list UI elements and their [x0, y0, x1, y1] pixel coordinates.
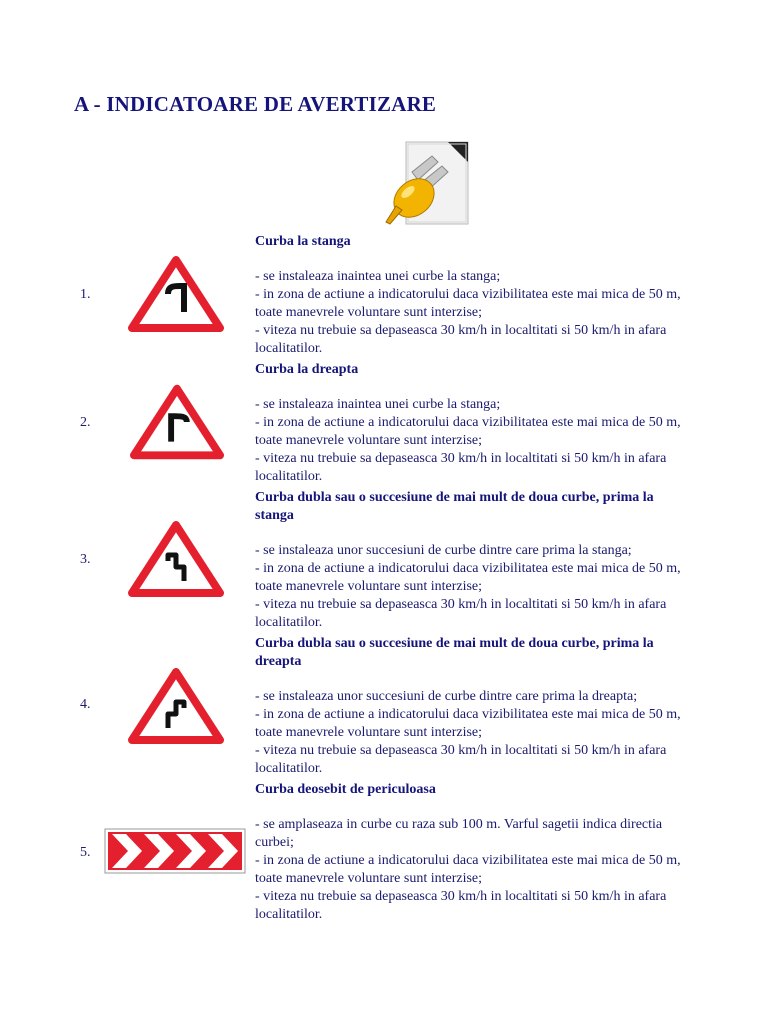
double-curve-left-sign-icon	[128, 521, 224, 597]
sign-description	[255, 688, 695, 778]
sign-description	[255, 396, 695, 486]
sign-heading: Curba la dreapta	[255, 362, 359, 377]
entry-number: 4.	[80, 697, 91, 712]
description-line: - in zona de actiune a indicatorului daca vizibilitatea este mai mica de 50 m, toate manevrele voluntare sunt interzise;	[255, 853, 681, 886]
description-line: - se instaleaza unor succesiuni de curbe dintre care prima la stanga;	[255, 543, 632, 558]
curve-right-sign-icon	[130, 384, 224, 460]
double-curve-right-sign-icon	[128, 668, 224, 744]
sign-description	[255, 268, 695, 358]
plugin-missing-icon	[382, 140, 472, 228]
description-line: - se amplaseaza in curbe cu raza sub 100 m. Varful sagetii indica directia curbei;	[255, 817, 663, 850]
description-line: - viteza nu trebuie sa depaseasca 30 km/h in localtitati si 50 km/h in afara localitatilor.	[255, 889, 667, 922]
sign-description	[255, 816, 695, 924]
description-line: - viteza nu trebuie sa depaseasca 30 km/h in localtitati si 50 km/h in afara localitatilor.	[255, 451, 667, 484]
description-line: - in zona de actiune a indicatorului daca vizibilitatea este mai mica de 50 m, toate manevrele voluntare sunt interzise;	[255, 561, 681, 594]
sign-description	[255, 542, 695, 632]
description-line: - viteza nu trebuie sa depaseasca 30 km/h in localtitati si 50 km/h in afara localitatilor.	[255, 597, 667, 630]
sign-heading: Curba deosebit de periculoasa	[255, 782, 436, 797]
description-line: - in zona de actiune a indicatorului daca vizibilitatea este mai mica de 50 m, toate manevrele voluntare sunt interzise;	[255, 707, 681, 740]
entry-number: 5.	[80, 845, 91, 860]
description-line: - in zona de actiune a indicatorului daca vizibilitatea este mai mica de 50 m, toate manevrele voluntare sunt interzise;	[255, 287, 681, 320]
sign-heading: Curba dubla sau o succesiune de mai mult de doua curbe, prima la dreapta	[255, 636, 654, 669]
description-line: - viteza nu trebuie sa depaseasca 30 km/h in localtitati si 50 km/h in afara localitatilor.	[255, 743, 667, 776]
entry-number: 3.	[80, 552, 91, 567]
sign-heading: Curba la stanga	[255, 234, 351, 249]
curve-left-sign-icon	[128, 256, 224, 332]
description-line: - se instaleaza inaintea unei curbe la stanga;	[255, 397, 501, 412]
page-title: A - INDICATOARE DE AVERTIZARE	[74, 92, 437, 116]
chevron-sign-icon	[104, 828, 246, 874]
sign-heading: Curba dubla sau o succesiune de mai mult de doua curbe, prima la stanga	[255, 490, 654, 523]
entry-number: 2.	[80, 415, 91, 430]
entry-number: 1.	[80, 287, 91, 302]
description-line: - se instaleaza inaintea unei curbe la stanga;	[255, 269, 501, 284]
description-line: - viteza nu trebuie sa depaseasca 30 km/h in localtitati si 50 km/h in afara localitatilor.	[255, 323, 667, 356]
description-line: - se instaleaza unor succesiuni de curbe dintre care prima la dreapta;	[255, 689, 638, 704]
description-line: - in zona de actiune a indicatorului daca vizibilitatea este mai mica de 50 m, toate manevrele voluntare sunt interzise;	[255, 415, 681, 448]
